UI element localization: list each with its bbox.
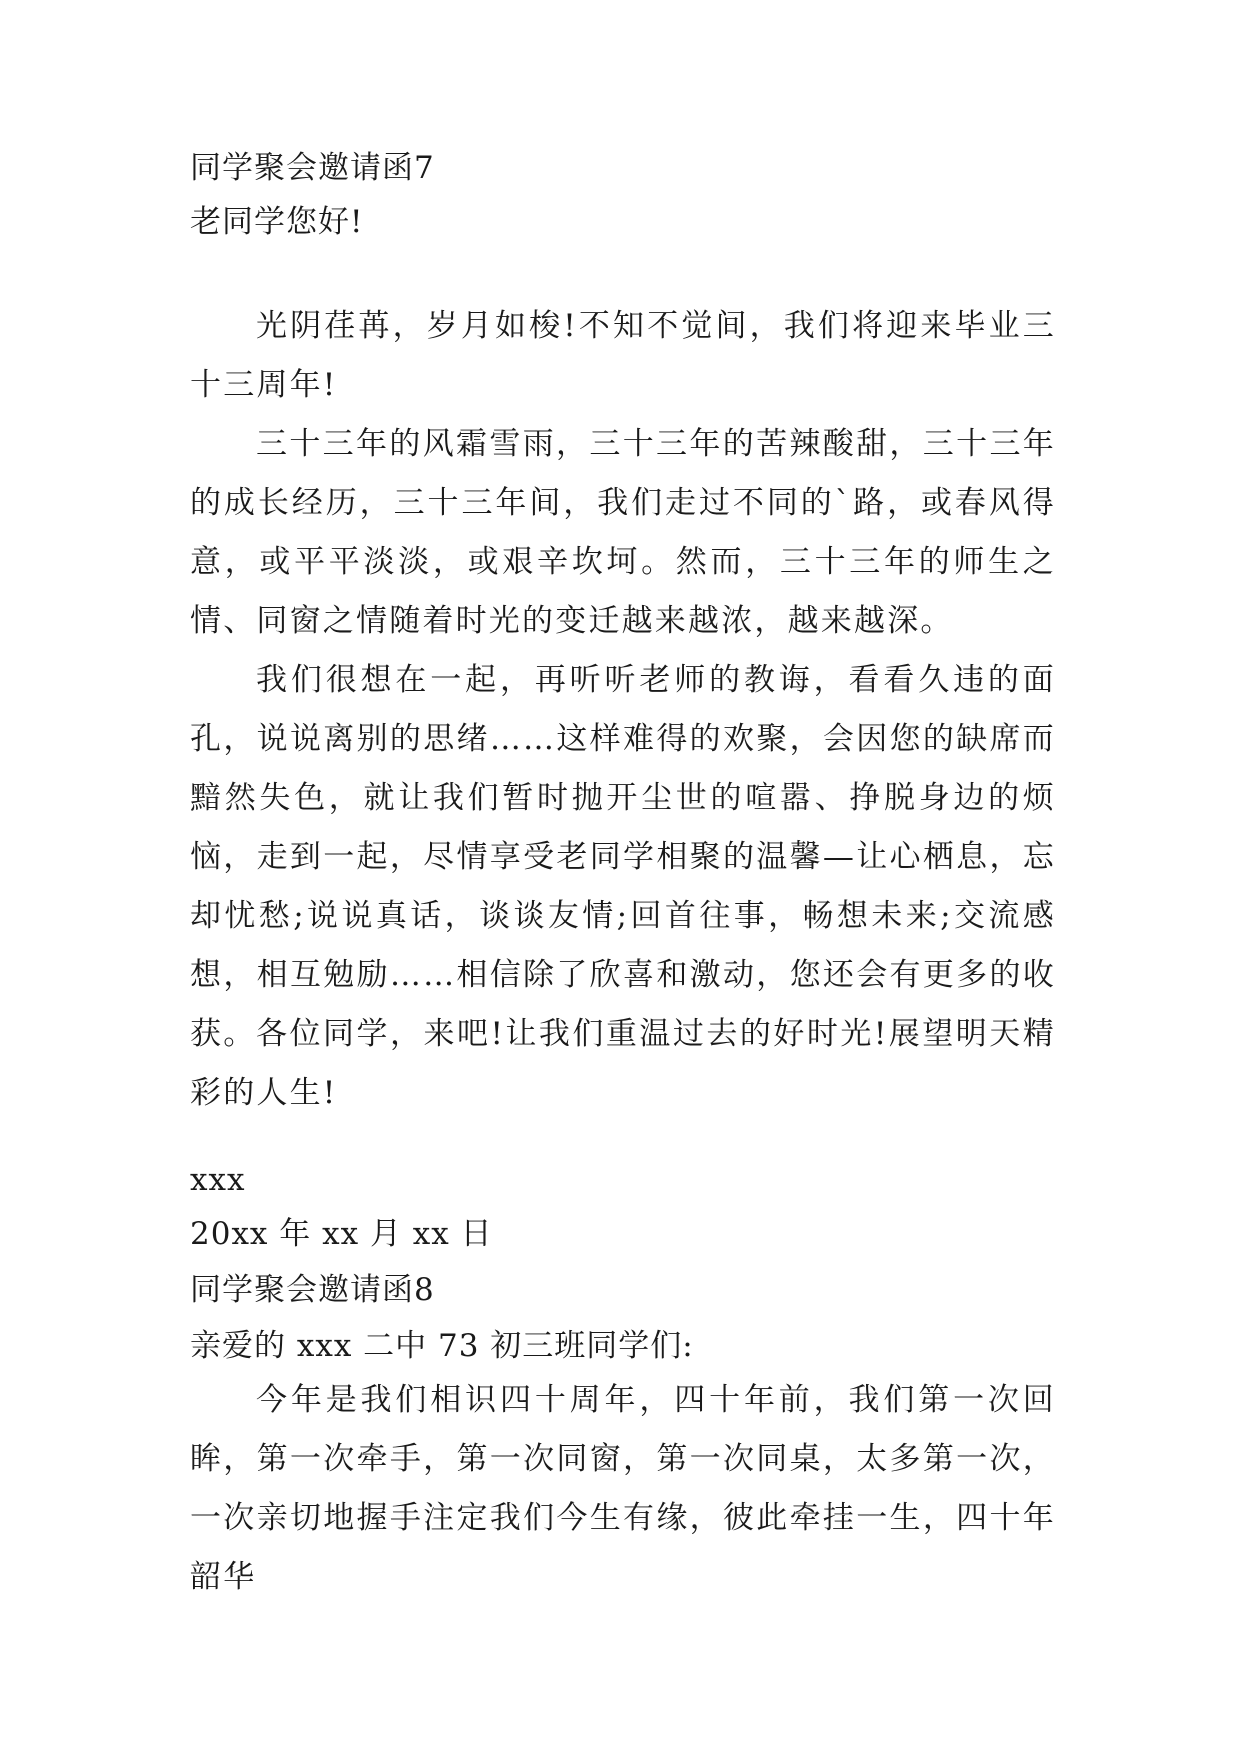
- invitation-7-paragraph-4: 各位同学，来吧!让我们重温过去的好时光!展望明天精彩的人生!: [190, 1016, 1056, 1111]
- invitation-7-date: 20xx 年 xx 月 xx 日: [190, 1216, 493, 1252]
- invitation-8-heading: 同学聚会邀请函8: [190, 1272, 435, 1308]
- invitation-8-greeting: 亲爱的 xxx 二中 73 初三班同学们:: [190, 1328, 694, 1364]
- invitation-7-paragraph-3: 我们很想在一起，再听听老师的教诲，看看久违的面孔，说说离别的思绪……这样难得的欢聚，会因您的缺席而黯然失色，就让我们暂时抛开尘世的喧嚣、挣脱身边的烦恼，走到一起，尽情享受老同学相聚的温馨—让心栖息，忘却忧愁;说说真话，谈谈友情;回首往事，畅想未来;交流感想，相互勉励……相信除了欣喜和激动，您还会有更多的收获。: [190, 662, 1056, 1052]
- invitation-8-paragraph-1: 今年是我们相识四十周年，四十年前，我们第一次回眸，第一次牵手，第一次同窗，第一次同桌，太多第一次，一次亲切地握手注定我们今生有缘，彼此牵挂一生，四十年韶华: [190, 1382, 1056, 1595]
- invitation-7-paragraph-2: 三十三年的风霜雪雨，三十三年的苦辣酸甜，三十三年的成长经历，三十三年间，我们走过不同的`路，或春风得意，或平平淡淡，或艰辛坎坷。然而，三十三年的师生之情、同窗之情随着时光的变迁越来越浓，越来越深。: [190, 426, 1056, 639]
- invitation-7-greeting: 老同学您好!: [190, 204, 364, 240]
- invitation-7-paragraph-1: 光阴荏苒，岁月如梭!不知不觉间，我们将迎来毕业三十三周年!: [190, 308, 1056, 403]
- invitation-7-signature: xxx: [190, 1162, 246, 1198]
- invitation-7-heading: 同学聚会邀请函7: [190, 150, 435, 186]
